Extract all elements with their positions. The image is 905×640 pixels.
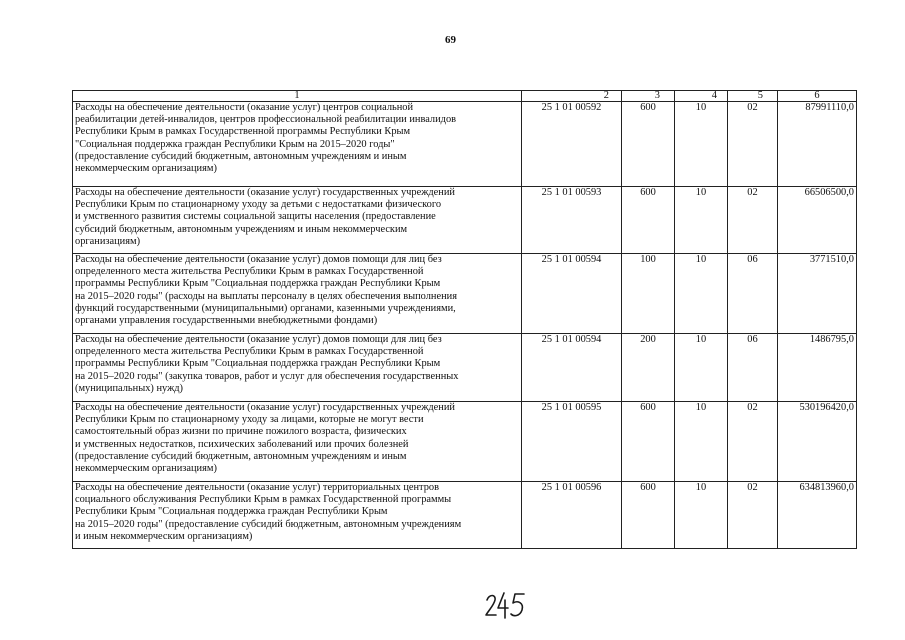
row-description: Расходы на обеспечение деятельности (оказание услуг) центров социальной реабилитации детей-инвалидов, центров профессиональной реабилитации инвалидов Республики Крым в рамках Государственной программы Республики Крым "Социальная поддержка граждан Республики Крым на 2015–2020 годы" (предоставление субсидий бюджетным, автономным учреждениям и иным некоммерческим организациям) bbox=[73, 102, 522, 187]
row-subsection: 02 bbox=[728, 482, 778, 549]
row-target-code: 25 1 01 00595 bbox=[522, 402, 622, 482]
row-description: Расходы на обеспечение деятельности (оказание услуг) территориальных центров социального обслуживания Республики Крым в рамках Государственной программы Республики Крым "Социальная поддержка граждан Республики Крым на 2015–2020 годы" (предоставление субсидий бюджетным, автономным учреждениям и иным некоммерческим организациям) bbox=[73, 482, 522, 549]
row-amount: 66506500,0 bbox=[778, 187, 857, 254]
row-target-code: 25 1 01 00594 bbox=[522, 334, 622, 402]
column-header-5: 5 bbox=[728, 91, 778, 102]
row-amount: 1486795,0 bbox=[778, 334, 857, 402]
row-description: Расходы на обеспечение деятельности (оказание услуг) домов помощи для лиц без определенного места жительства Республики Крым в рамках Государственной программы Республики Крым "Социальная поддержка граждан Республики Крым на 2015–2020 годы" (закупка товаров, работ и услуг для обеспечения государственных (муниципальных) нужд) bbox=[73, 334, 522, 402]
row-amount: 530196420,0 bbox=[778, 402, 857, 482]
row-target-code: 25 1 01 00592 bbox=[522, 102, 622, 187]
row-section: 10 bbox=[675, 482, 728, 549]
row-section: 10 bbox=[675, 402, 728, 482]
table-header-row bbox=[73, 91, 857, 102]
handwritten-page-number bbox=[484, 588, 528, 622]
row-section: 10 bbox=[675, 187, 728, 254]
row-amount: 3771510,0 bbox=[778, 254, 857, 334]
column-header-3: 3 bbox=[622, 91, 675, 102]
row-section: 10 bbox=[675, 254, 728, 334]
row-expense-type: 600 bbox=[622, 102, 675, 187]
row-expense-type: 600 bbox=[622, 187, 675, 254]
row-target-code: 25 1 01 00594 bbox=[522, 254, 622, 334]
row-expense-type: 200 bbox=[622, 334, 675, 402]
row-description: Расходы на обеспечение деятельности (оказание услуг) домов помощи для лиц без определенного места жительства Республики Крым в рамках Государственной программы Республики Крым "Социальная поддержка граждан Республики Крым на 2015–2020 годы" (расходы на выплаты персоналу в целях обеспечения выполнения функций государственными (муниципальными) органами, казенными учреждениями, органами управления государственными внебюджетными фондами) bbox=[73, 254, 522, 334]
page-number: 69 bbox=[445, 34, 456, 46]
row-expense-type: 100 bbox=[622, 254, 675, 334]
table-row bbox=[73, 254, 857, 334]
row-section: 10 bbox=[675, 334, 728, 402]
row-description: Расходы на обеспечение деятельности (оказание услуг) государственных учреждений Республики Крым по стационарному уходу за детьми с недостатками физического и умственного развития системы социальной защиты населения (предоставление субсидий бюджетным, автономным учреждениям и иным некоммерческим организациям) bbox=[73, 187, 522, 254]
row-subsection: 02 bbox=[728, 102, 778, 187]
table-row bbox=[73, 482, 857, 549]
table-row bbox=[73, 102, 857, 187]
column-header-2: 2 bbox=[522, 91, 622, 102]
budget-table bbox=[72, 90, 857, 549]
row-section: 10 bbox=[675, 102, 728, 187]
column-header-1: 1 bbox=[73, 91, 522, 102]
row-expense-type: 600 bbox=[622, 402, 675, 482]
row-target-code: 25 1 01 00596 bbox=[522, 482, 622, 549]
column-header-6: 6 bbox=[778, 91, 857, 102]
row-amount: 87991110,0 bbox=[778, 102, 857, 187]
row-subsection: 06 bbox=[728, 254, 778, 334]
row-target-code: 25 1 01 00593 bbox=[522, 187, 622, 254]
table-row bbox=[73, 334, 857, 402]
table-row bbox=[73, 187, 857, 254]
row-subsection: 02 bbox=[728, 402, 778, 482]
row-amount: 634813960,0 bbox=[778, 482, 857, 549]
column-header-4: 4 bbox=[675, 91, 728, 102]
table-row bbox=[73, 402, 857, 482]
row-subsection: 06 bbox=[728, 334, 778, 402]
row-expense-type: 600 bbox=[622, 482, 675, 549]
row-description: Расходы на обеспечение деятельности (оказание услуг) государственных учреждений Республики Крым по стационарному уходу за лицами, которые не могут вести самостоятельный образ жизни по причине пожилого возраста, физических и умственных недостатков, психических заболеваний или прочих болезней (предоставление субсидий бюджетным, автономным учреждениям и иным некоммерческим организациям) bbox=[73, 402, 522, 482]
row-subsection: 02 bbox=[728, 187, 778, 254]
